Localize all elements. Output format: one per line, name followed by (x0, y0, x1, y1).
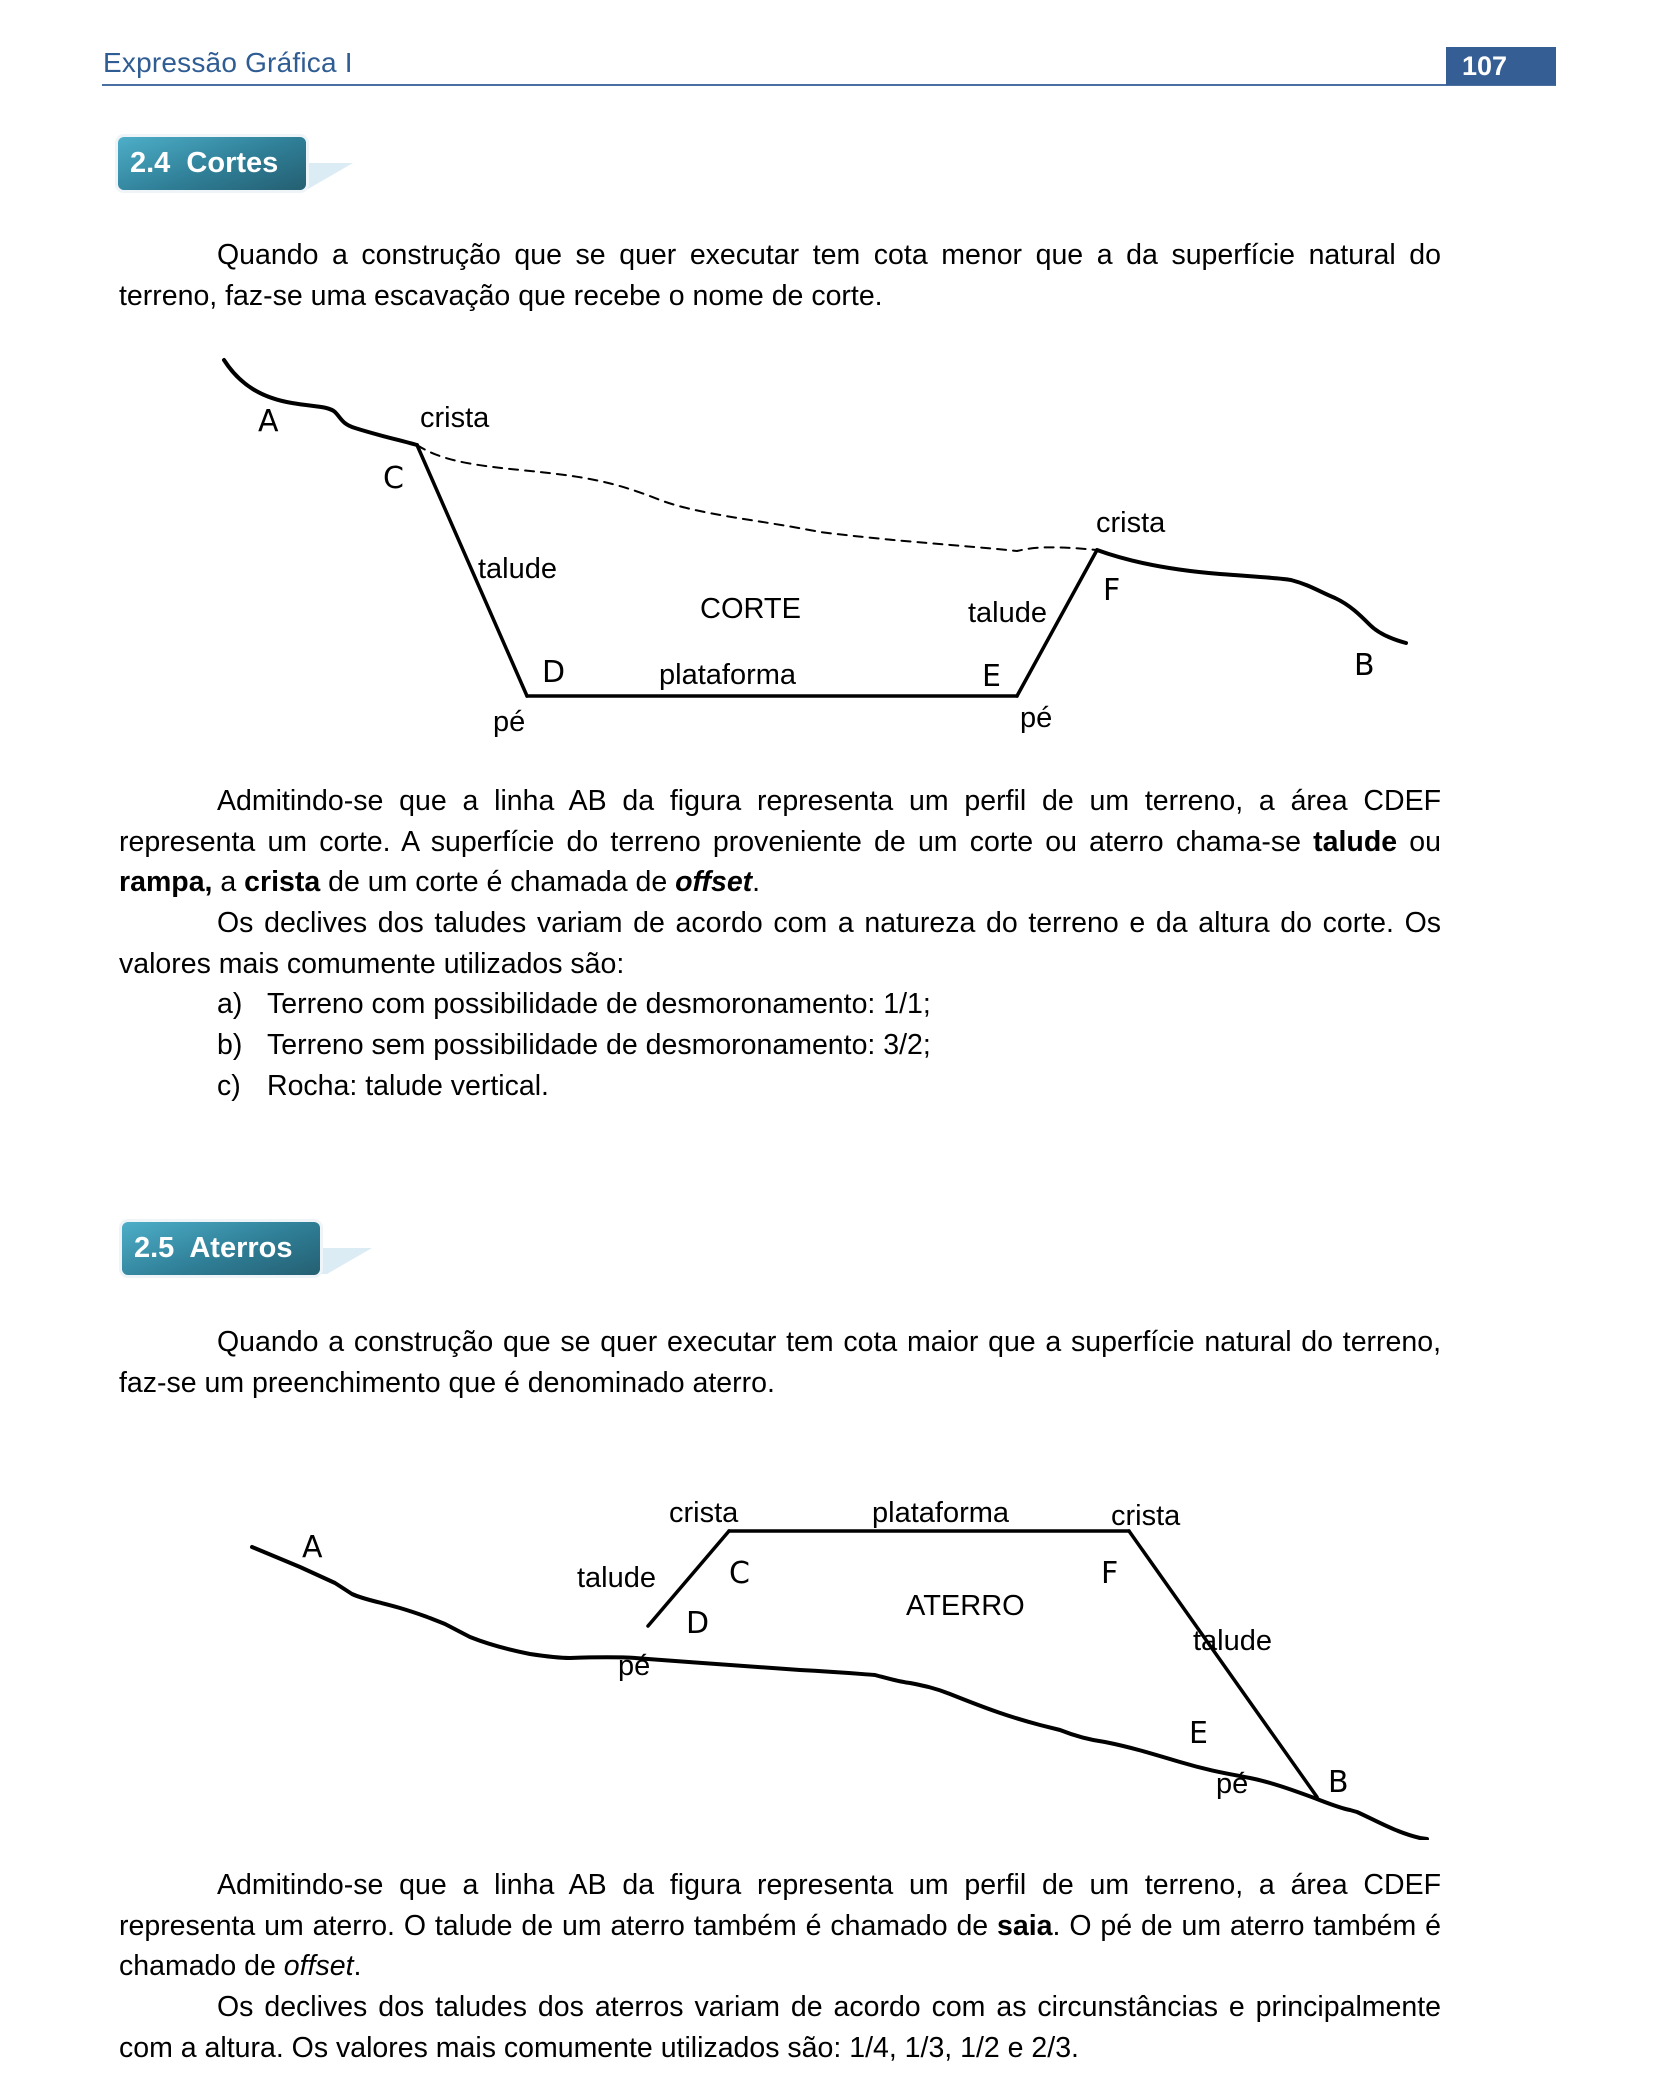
list-item (217, 1025, 931, 1066)
list-text: Rocha: talude vertical. (267, 1070, 549, 1102)
label-e: E (982, 659, 1001, 694)
label-e: E (1189, 1716, 1208, 1751)
list-text: Terreno sem possibilidade de desmoronamento: 3/2; (267, 1029, 931, 1061)
text-run: Admitindo-se que a linha AB da figura representa um perfil de um terreno, a área CDEF representa um corte. A superfície do terreno proveniente de um corte ou aterro chama-se (119, 785, 1441, 858)
label-corte-area: CORTE (700, 593, 801, 625)
section-title: 2.4 Cortes (118, 137, 306, 190)
paragraph-aterro-declives (119, 1987, 1441, 2068)
list-item (217, 984, 931, 1025)
declive-list (217, 984, 931, 1107)
label-talude-right: talude (1193, 1625, 1273, 1657)
list-marker: a) (217, 988, 243, 1020)
term-saia: saia (997, 1909, 1053, 1942)
paragraph-corte-declives (119, 903, 1441, 984)
text-run: de um corte é chamada de (320, 866, 676, 898)
label-c: C (383, 461, 404, 496)
label-pe-left: pé (493, 706, 526, 738)
label-a: A (302, 1530, 323, 1565)
figure-aterro (0, 1480, 1654, 1840)
natural-ground-dashed (417, 445, 1097, 551)
label-pe-right: pé (1216, 1768, 1249, 1800)
label-crista-left: crista (420, 402, 490, 434)
text-run: ou (1397, 825, 1442, 858)
label-pe-left: pé (618, 1650, 651, 1682)
paragraph-corte-definition (119, 781, 1441, 903)
list-text: Terreno com possibilidade de desmoronamento: 1/1; (267, 988, 931, 1020)
label-crista-left: crista (669, 1497, 739, 1529)
terrain-a-to-c (224, 360, 417, 445)
label-talude-left: talude (478, 553, 558, 585)
term-offset: offset (283, 1950, 354, 1982)
label-aterro-area: ATERRO (906, 1590, 1025, 1622)
list-marker: b) (217, 1029, 243, 1061)
label-crista-right: crista (1096, 507, 1166, 539)
text-run: . (752, 866, 761, 898)
label-crista-right: crista (1111, 1500, 1181, 1532)
text-run: a (212, 866, 245, 898)
list-marker: c) (217, 1070, 241, 1102)
figure-corte (0, 340, 1654, 760)
label-c: C (729, 1556, 750, 1591)
term-talude: talude (1313, 825, 1398, 858)
label-b: B (1354, 648, 1375, 683)
label-f: F (1103, 573, 1121, 608)
term-offset: offset (675, 866, 753, 898)
paragraph-aterro-definition (119, 1865, 1441, 1987)
list-item (217, 1066, 931, 1107)
header-rule (102, 84, 1556, 86)
text-run: Os declives dos taludes variam de acordo com a natureza do terreno e da altura do corte. Os valores mais comumente utilizados são: (119, 907, 1441, 980)
text-run: . O pé de um aterro também é chamado de (119, 1909, 1441, 1982)
intro-aterro-text: Quando a construção que se quer executar tem cota maior que a superfície natural do terreno, faz-se um preenchimento que é denominado aterro. (119, 1326, 1441, 1399)
label-plataforma: plataforma (872, 1497, 1010, 1529)
label-talude-right: talude (968, 597, 1048, 629)
terrain-e-to-b (1317, 1799, 1427, 1839)
label-f: F (1101, 1556, 1119, 1591)
label-talude-left: talude (577, 1562, 657, 1594)
terrain-f-to-b (1097, 550, 1406, 643)
label-plataforma: plataforma (659, 659, 797, 691)
label-pe-right: pé (1020, 702, 1053, 734)
label-d: D (542, 655, 566, 690)
text-run: Os declives dos taludes dos aterros variam de acordo com as circunstâncias e principalmente com a altura. Os valores mais comumente utilizados são: 1/4, 1/3, 1/2 e 2/3. (119, 1991, 1441, 2064)
label-d: D (686, 1606, 710, 1641)
section-title: 2.5 Aterros (122, 1222, 320, 1275)
intro-aterro (119, 1322, 1441, 1403)
label-b: B (1328, 1765, 1349, 1800)
text-run: Admitindo-se que a linha AB da figura representa um perfil de um terreno, a área CDEF representa um aterro. O talude de um aterro também é chamado de (119, 1869, 1441, 1942)
term-crista: crista (244, 866, 321, 898)
term-rampa: rampa, (119, 866, 213, 898)
running-title: Expressão Gráfica I (103, 47, 353, 78)
text-run: . (353, 1950, 362, 1982)
page-number: 107 (1446, 47, 1556, 85)
label-a: A (258, 404, 279, 439)
intro-corte-text: Quando a construção que se quer executar tem cota menor que a da superfície natural do terreno, faz-se uma escavação que recebe o nome de corte. (119, 239, 1441, 312)
intro-corte (119, 235, 1441, 316)
